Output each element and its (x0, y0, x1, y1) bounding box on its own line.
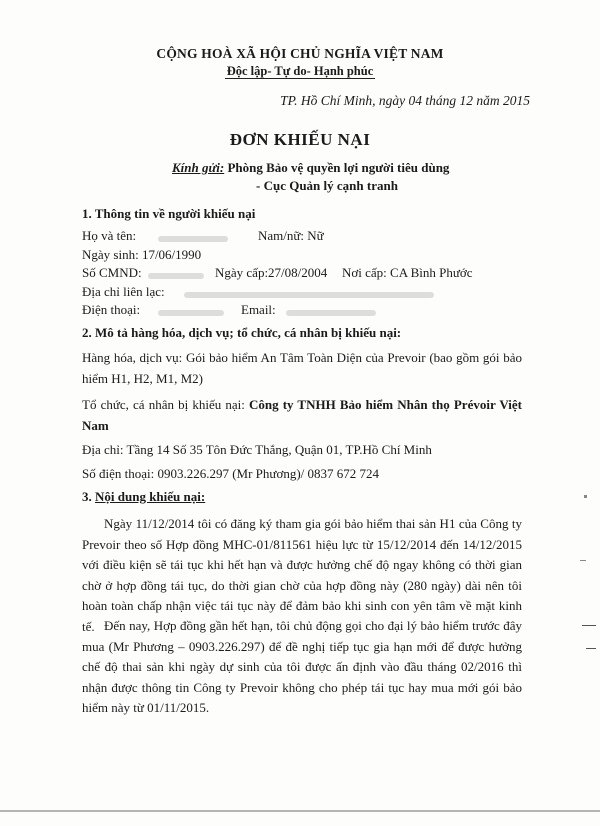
id-label: Số CMND: (82, 265, 142, 280)
motto-text: Độc lập- Tự do- Hạnh phúc (226, 64, 374, 78)
goods-description: Hàng hóa, dịch vụ: Gói bảo hiểm An Tâm Toàn Diện của Prevoir (bao gồm gói bảo hiểm H1, H2, M1, M2) (82, 350, 522, 386)
section3-title: Nội dung khiếu nại: (95, 489, 206, 504)
id-issue-date: Ngày cấp:27/08/2004 (215, 265, 328, 280)
recipient-label: Kính gửi: (172, 160, 225, 175)
dateline: TP. Hồ Chí Minh, ngày 04 tháng 12 năm 2015 (280, 93, 530, 108)
section1-heading: 1. Thông tin về người khiếu nại (82, 206, 256, 221)
redacted-email (286, 310, 376, 316)
content-paragraph-1: Ngày 11/12/2014 tôi có đăng ký tham gia gói bảo hiểm thai sản H1 của Công ty Prevoir theo số Hợp đồng MHC-01/811561 hiệu lực từ 15/12/2014 đến 14/12/2015 với điều kiện sẽ tái tục khi hết hạn và được hưởng chế độ ngay không có thời gian chờ ở hợp đồng tái tục, do thời gian chờ của hợp đồng này (280 ngày) dài nên tôi hoàn toàn chấp nhận việc tái tục này để đảm bảo khi sinh con yên tâm về mặt kinh tế. (82, 516, 522, 634)
national-title: CỘNG HOÀ XÃ HỘI CHỦ NGHĨA VIỆT NAM (156, 46, 444, 61)
redacted-id (148, 273, 204, 279)
recipient-line-1 (172, 160, 449, 176)
scan-speck (580, 560, 586, 561)
section3-heading (82, 489, 205, 505)
redacted-address (184, 292, 434, 298)
org-phone: Số điện thoại: 0903.226.297 (Mr Phương)/ 0837 672 724 (82, 466, 380, 481)
scan-edge (0, 810, 600, 812)
redacted-phone (158, 310, 224, 316)
phone-label: Điện thoại: (82, 302, 141, 317)
scan-mark (586, 648, 596, 649)
recipient-line-2: - Cục Quản lý cạnh tranh (256, 178, 398, 193)
redacted-name (158, 236, 228, 242)
document-title: ĐƠN KHIẾU NẠI (229, 130, 371, 149)
id-issue-place: Nơi cấp: CA Bình Phước (342, 265, 473, 280)
motto (0, 64, 600, 79)
date-of-birth: Ngày sinh: 17/06/1990 (82, 247, 202, 262)
gender: Nam/nữ: Nữ (258, 228, 324, 243)
org-address: Địa chỉ: Tầng 14 Số 35 Tôn Đức Thắng, Quận 01, TP.Hồ Chí Minh (82, 442, 432, 457)
org-label: Tổ chức, cá nhân bị khiếu nại: (82, 397, 249, 412)
address-label: Địa chỉ liên lạc: (82, 284, 165, 299)
name-label: Họ và tên: (82, 228, 137, 243)
recipient-name: Phòng Bảo vệ quyền lợi người tiêu dùng (224, 160, 450, 175)
section2-heading: 2. Mô tả hàng hóa, dịch vụ; tổ chức, cá nhân bị khiếu nại: (82, 325, 402, 340)
section3-number: 3. (82, 489, 95, 504)
scan-mark (582, 625, 596, 626)
email-label: Email: (241, 302, 276, 317)
scan-speck (584, 495, 587, 498)
org-name: Công ty TNHH Bảo hiểm Nhân thọ Prévoir Việt Nam (82, 397, 523, 433)
content-paragraph-2: Đến nay, Hợp đồng gần hết hạn, tôi chủ động gọi cho đại lý bảo hiểm trước đây mua (Mr Phương – 0903.226.297) để đề nghị tiếp tục gia hạn mới để được hưởng chế độ thai sản khi ngày dự sinh của tôi được ấn định vào đầu tháng 02/2016 thì nhận được thông tin Công ty Prevoir không cho phép tái tục hay mua mới gói bảo hiểm này từ 01/11/2015. (82, 618, 522, 715)
complained-org (82, 395, 522, 436)
